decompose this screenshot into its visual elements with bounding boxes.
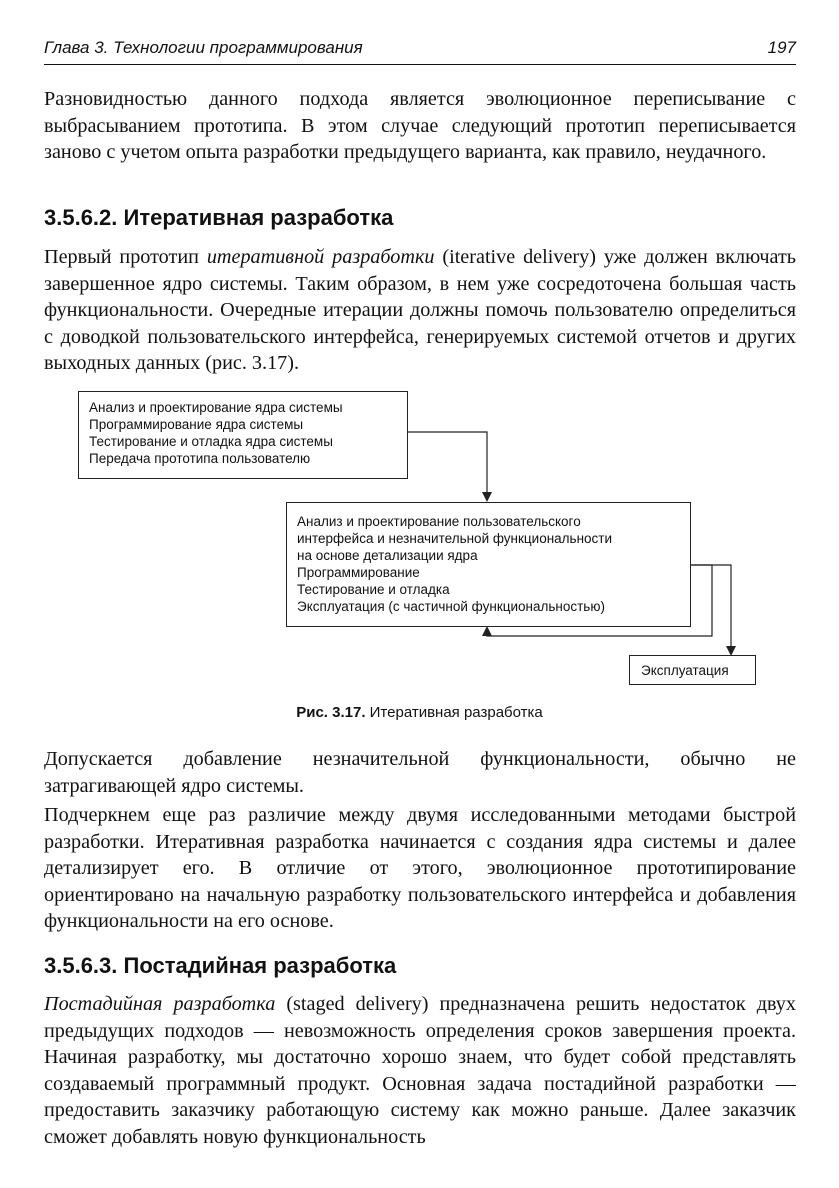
paragraph-text: (iterative delivery) уже должен включать завершенное ядро системы. Таким образом, в нем уже сосредоточена большая часть функциональности. Очередные итерации должны помочь пользователю определиться с доводкой пользовательского интерфейса, генерируемых системой отчетов и других выходных данных (рис. 3.17). [44,246,796,374]
heading-iterative-delivery: 3.5.6.2. Итеративная разработка [44,205,394,230]
term-staged-delivery: Постадийная разработка [44,993,276,1015]
paragraph-minor-functionality: Допускается добавление незначительной функциональности, обычно не затрагивающей ядро системы. [44,748,796,797]
heading-staged-delivery: 3.5.6.3. Постадийная разработка [44,953,397,978]
operation-label: Эксплуатация [641,663,729,678]
paragraph-staged-delivery [44,991,796,1150]
chapter-title: Глава 3. Технологии программирования [44,38,363,57]
figure-title: Итеративная разработка [365,704,543,721]
operation-box [629,655,756,685]
iteration-step: интерфейса и незначительной функциональности [297,531,613,546]
term-iterative-delivery: итеративной разработки [206,246,435,268]
paragraph-evolutionary-rewrite: Разновидностью данного подхода является эволюционное переписывание с выбрасыванием прототипа. В этом случае следующий прототип переписывается заново с учетом опыта разработки предыдущего варианта, как правило, неудачного. [44,88,796,163]
arrowhead-up-icon [482,626,492,636]
iteration-step: Тестирование и отладка [297,582,450,597]
paragraph-text: (staged delivery) предназначена решить недостаток двух предыдущих подходов — невозможность определения сроков завершения проекта. Начиная разработку, мы достаточно хорошо знаем, что будет собой представлять создаваемый программный продукт. Основная задача постадийной разработки — предоставить заказчику работающую систему как можно раньше. Далее заказчик сможет добавлять новую функциональность [44,993,796,1148]
arrowhead-down-icon [482,492,492,502]
arrow-box1-to-box2 [407,432,487,494]
page-number: 197 [767,38,796,57]
paragraph-text: Первый прототип [44,246,207,268]
core-step: Передача прототипа пользователю [89,451,311,466]
figure-caption [0,704,839,721]
paragraph-method-comparison: Подчеркнем еще раз различие между двумя исследованными методами быстрой разработки. Итеративная разработка начинается с создания ядра системы и далее детализирует его. В отличие от этого, эволюционное прототипирование ориентировано на начальную разработку пользовательского интерфейса и добавления функциональности на его основе. [44,804,796,932]
iteration-step: Анализ и проектирование пользовательского [297,514,581,529]
iteration-step: Программирование [297,565,420,580]
core-step: Программирование ядра системы [89,417,304,432]
core-stage-box [78,391,408,479]
core-step: Анализ и проектирование ядра системы [89,400,343,415]
figure-label: Рис. 3.17. [296,704,366,721]
iteration-stage-box [286,502,691,627]
core-step: Тестирование и отладка ядра системы [89,434,333,449]
iteration-step: на основе детализации ядра [297,548,478,563]
iteration-step: Эксплуатация (с частичной функциональностью) [297,599,605,614]
